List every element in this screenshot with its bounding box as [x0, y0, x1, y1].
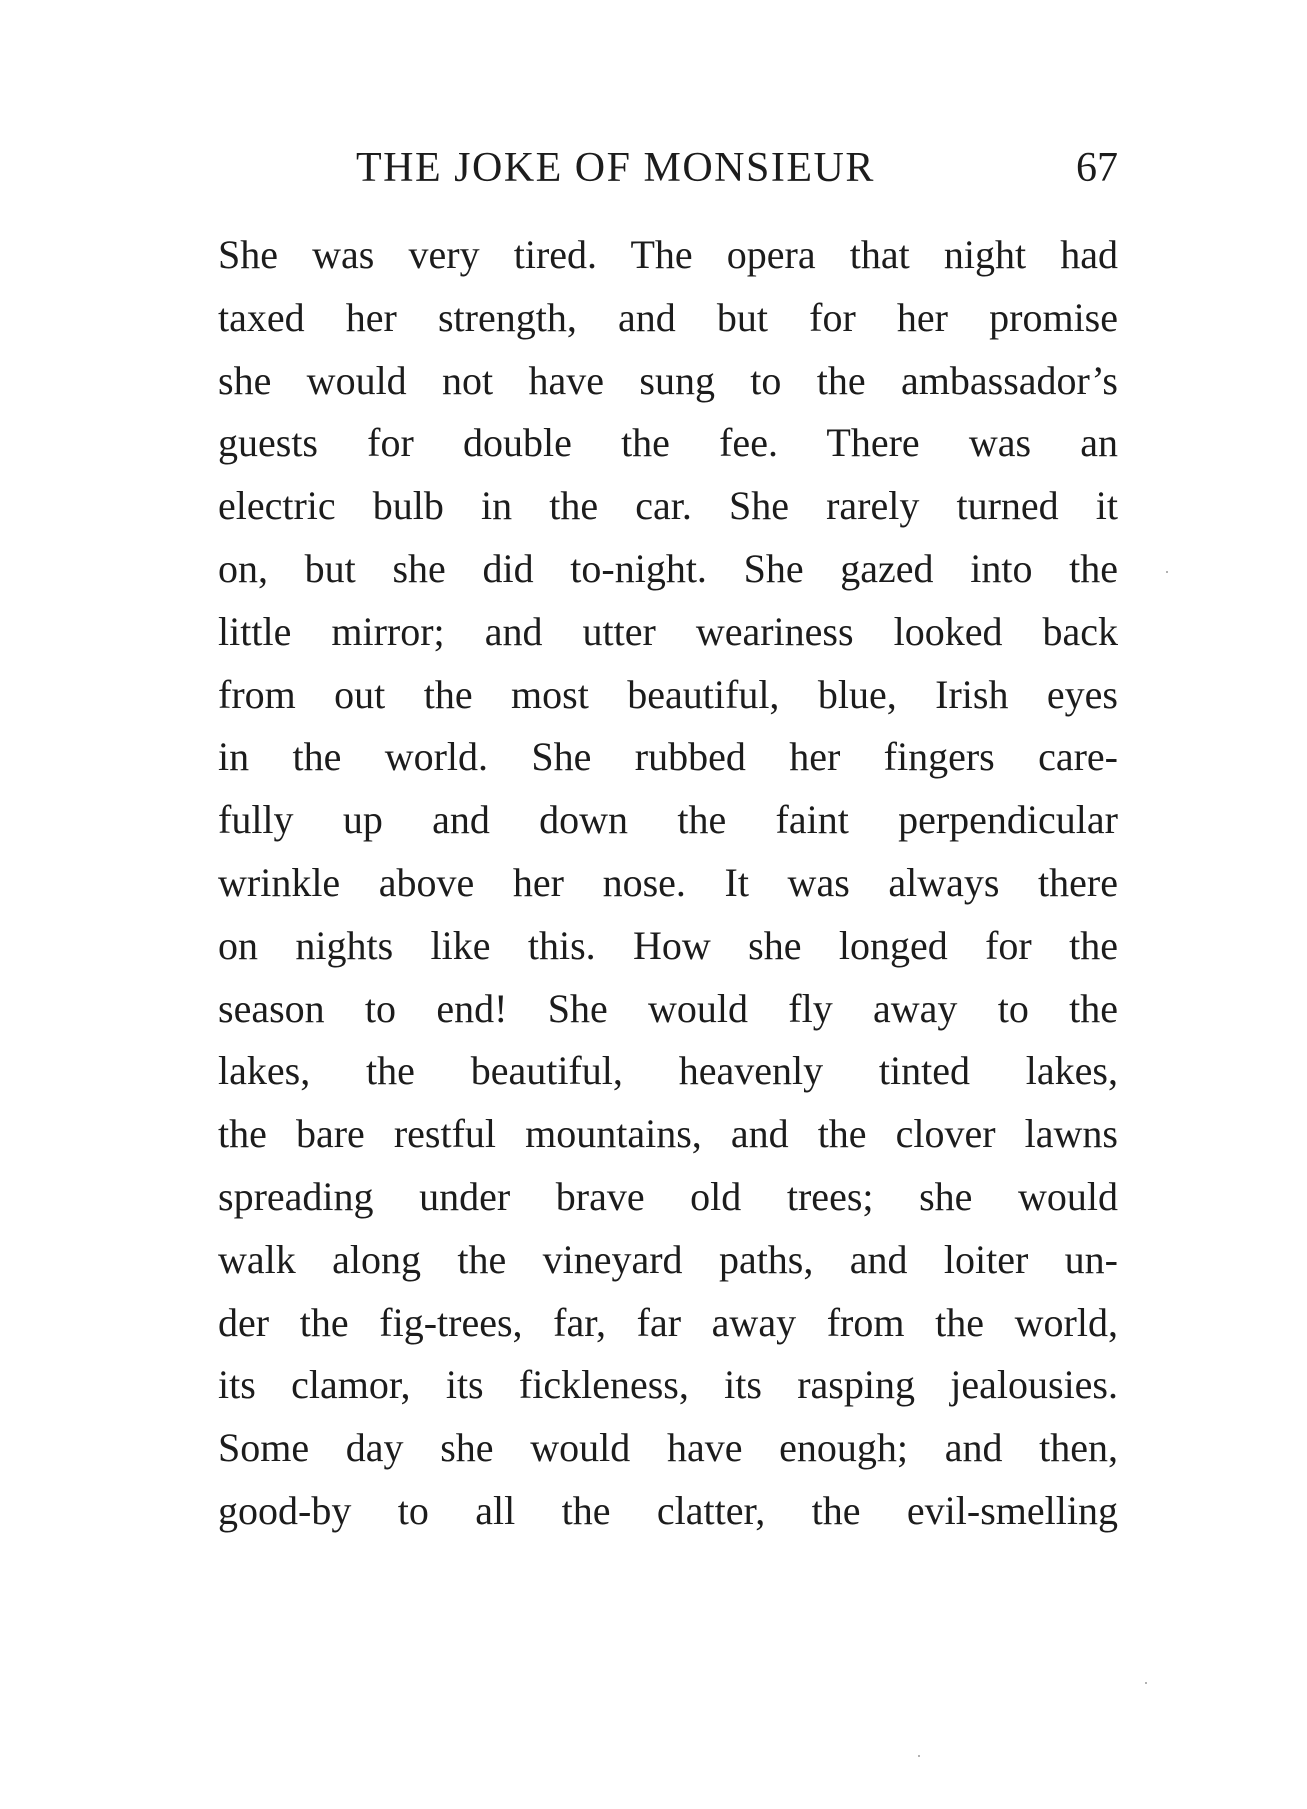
text-line: Some day she would have enough; and then,: [218, 1425, 1118, 1471]
text-line: taxed her strength, and but for her promise: [218, 294, 1118, 340]
text-line: good-by to all the clatter, the evil-smelling: [218, 1487, 1118, 1533]
print-speck: [918, 1755, 920, 1757]
text-line: from out the most beautiful, blue, Irish eyes: [218, 671, 1118, 717]
text-line: She was very tired. The opera that night had: [218, 232, 1118, 277]
text-line: in the world. She rubbed her fingers care-: [218, 734, 1118, 780]
text-line: guests for double the fee. There was an: [218, 420, 1118, 466]
text-line: season to end! She would fly away to the: [218, 985, 1118, 1031]
text-line: its clamor, its fickleness, its rasping jealousies.: [218, 1362, 1118, 1408]
page-number: 67: [1076, 145, 1118, 191]
text-line: on, but she did to-night. She gazed into the: [218, 545, 1118, 591]
text-line: walk along the vineyard paths, and loiter un-: [218, 1236, 1118, 1282]
print-speck: [1145, 1682, 1147, 1684]
text-line: der the fig-trees, far, far away from the world,: [218, 1299, 1118, 1345]
text-line: she would not have sung to the ambassador’s: [218, 357, 1118, 403]
text-line: little mirror; and utter weariness looked back: [218, 608, 1118, 654]
text-line: spreading under brave old trees; she would: [218, 1173, 1118, 1219]
running-title: THE JOKE OF MONSIEUR: [356, 145, 875, 191]
text-line: fully up and down the faint perpendicular: [218, 797, 1118, 843]
text-line: on nights like this. How she longed for the: [218, 922, 1118, 968]
page-header: [218, 138, 1118, 198]
text-line: electric bulb in the car. She rarely turned it: [218, 483, 1118, 529]
text-line: lakes, the beautiful, heavenly tinted lakes,: [218, 1048, 1118, 1094]
text-line: wrinkle above her nose. It was always there: [218, 859, 1118, 905]
body-text: [218, 224, 1118, 1543]
print-speck: [1166, 571, 1168, 573]
text-line: the bare restful mountains, and the clover lawns: [218, 1111, 1118, 1157]
